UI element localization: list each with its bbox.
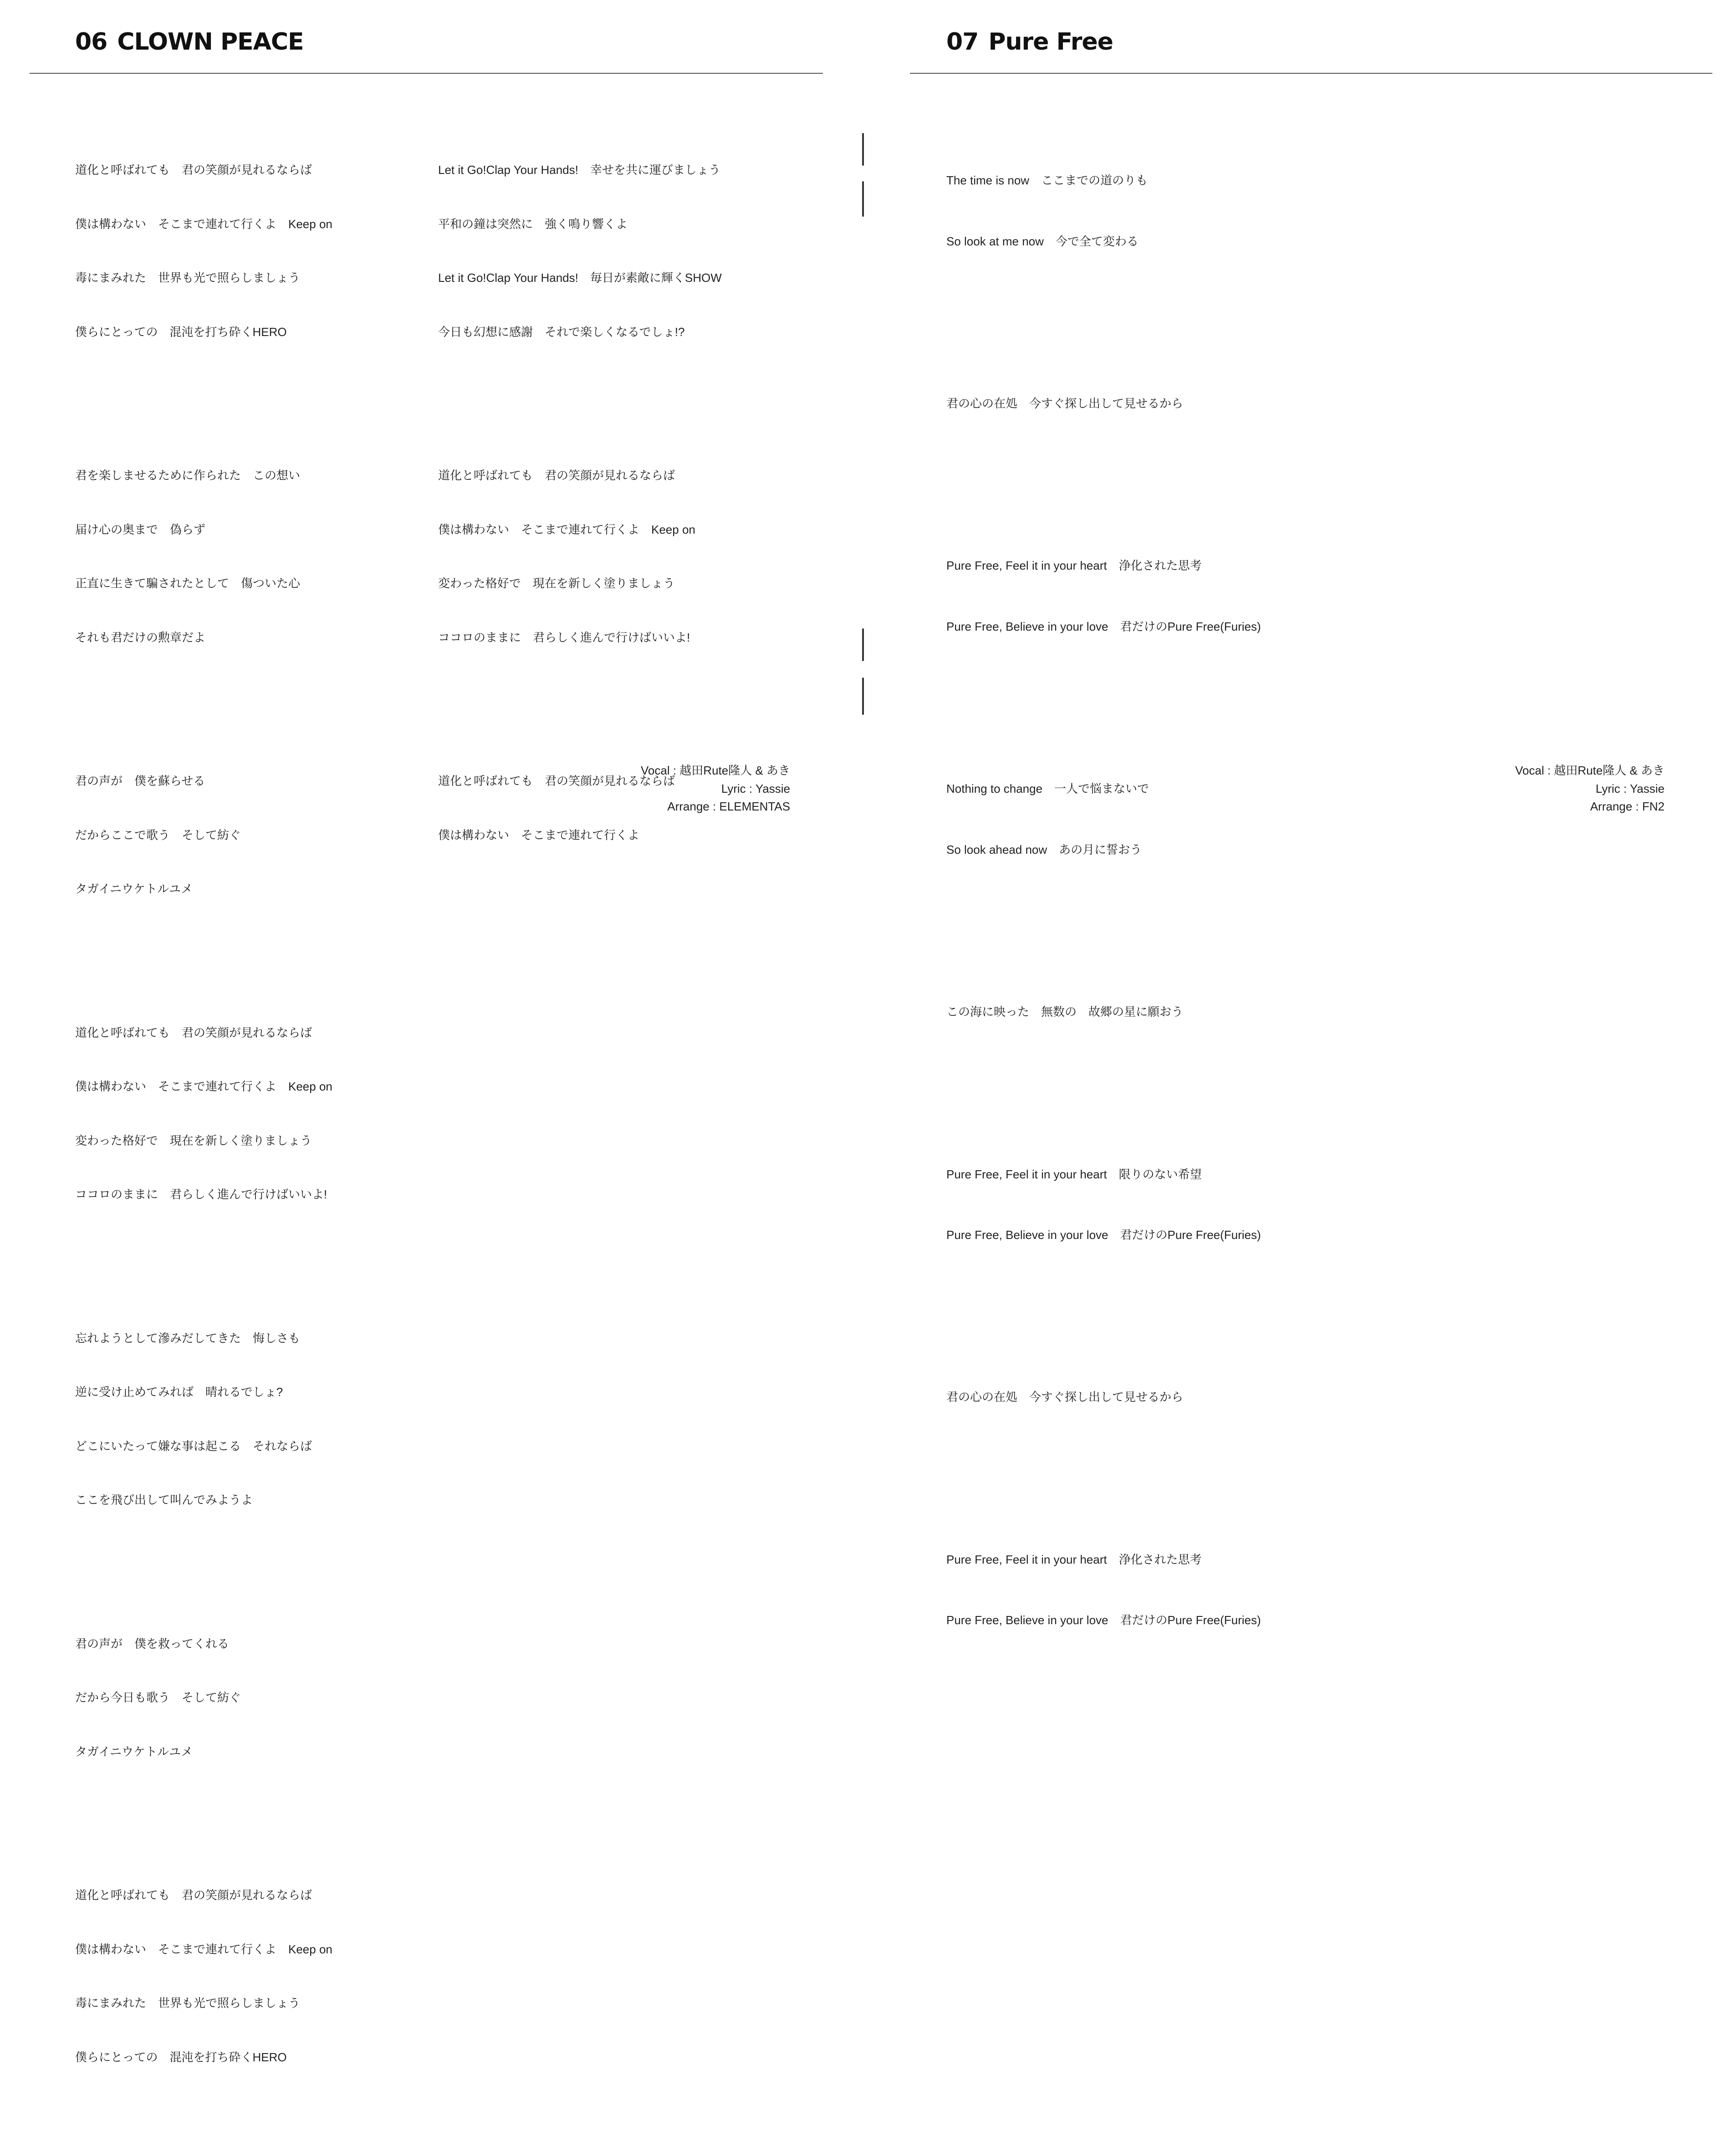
lyric-line: Pure Free, Feel it in your heart 浄化された思考 [946, 1552, 1202, 1566]
lyric-line: Pure Free, Believe in your love 君だけのPure Free(Furies) [946, 1228, 1261, 1242]
song-number: 06 [75, 28, 107, 56]
lyric-line: 僕らにとっての 混沌を打ち砕くHERO [75, 325, 287, 339]
lyric-line: それも君だけの勲章だよ [75, 630, 206, 644]
lyric-line: The time is now ここまでの道のりも [946, 173, 1148, 188]
lyrics-column-left [75, 89, 332, 2156]
lyric-line: 僕らにとっての 混沌を打ち砕くHERO [75, 2050, 287, 2064]
credits [1515, 762, 1665, 816]
lyric-line: 変わった格好で 現在を新しく塗りましょう [75, 1133, 312, 1147]
stanza [75, 125, 332, 377]
stanza [75, 988, 332, 1240]
song-title-06 [75, 28, 304, 56]
lyric-line: タガイニウケトルユメ [75, 1744, 193, 1758]
credit-arrange: Arrange : ELEMENTAS [667, 800, 790, 813]
lyric-line: Nothing to change 一人で悩まないで [946, 782, 1149, 796]
credit-lyric: Lyric : Yassie [1595, 781, 1665, 795]
credit-lyric: Lyric : Yassie [721, 781, 790, 795]
right-page [861, 0, 1721, 1627]
stanza [946, 1123, 1261, 1286]
left-page [0, 0, 861, 2064]
lyric-line: 毒にまみれた 世界も光で照らしましょう [75, 271, 301, 285]
lyric-line: 君の心の在処 今すぐ探し出して見せるから [946, 1390, 1184, 1404]
lyric-line: Let it Go!Clap Your Hands! 毎日が素敵に輝くSHOW [438, 271, 722, 285]
lyric-line: 僕は構わない そこまで連れて行くよ [438, 828, 640, 842]
song-title-text: CLOWN PEACE [117, 28, 304, 56]
lyric-line: 平和の鐘は突然に 強く鳴り響くよ [438, 217, 628, 231]
lyric-line: 道化と呼ばれても 君の笑顔が見れるならば [438, 774, 675, 788]
stanza [438, 431, 722, 683]
lyric-line: So look ahead now あの月に誓おう [946, 843, 1142, 857]
stanza [75, 736, 332, 934]
song-number: 07 [946, 28, 979, 56]
stanza [946, 738, 1261, 901]
lyric-line: 君を楽しませるために作られた この想い [75, 469, 301, 482]
stanza [946, 130, 1261, 292]
title-divider [910, 73, 1712, 74]
lyric-line: Pure Free, Believe in your love 君だけのPure Free(Furies) [946, 620, 1261, 634]
lyric-line: 変わった格好で 現在を新しく塗りましょう [438, 576, 675, 590]
credits [641, 762, 790, 816]
lyric-line: 僕は構わない そこまで連れて行くよ Keep on [438, 522, 695, 536]
lyric-line: ココロのままに 君らしく進んで行けばいいよ! [438, 630, 690, 644]
lyric-line: だからここで歌う そして紡ぐ [75, 828, 241, 842]
stanza [946, 353, 1261, 454]
lyric-line: 道化と呼ばれても 君の笑顔が見れるならば [75, 1025, 312, 1040]
credit-vocal: Vocal : 越田Rute隆人 & あき [1515, 764, 1665, 777]
lyric-line: Pure Free, Feel it in your heart 浄化された思考 [946, 559, 1202, 573]
stanza [75, 1294, 332, 1545]
lyric-line: この海に映った 無数の 故郷の星に願おう [946, 1005, 1184, 1019]
stanza [75, 431, 332, 683]
lyric-line: Pure Free, Believe in your love 君だけのPure Free(Furies) [946, 1613, 1261, 1627]
lyric-line: 今日も幻想に感謝 それで楽しくなるでしょ!? [438, 325, 685, 339]
lyric-line: 道化と呼ばれても 君の笑顔が見れるならば [75, 163, 312, 177]
lyric-line: だから今日も歌う そして紡ぐ [75, 1691, 241, 1704]
lyric-line: 僕は構わない そこまで連れて行くよ Keep on [75, 1080, 332, 1093]
lyric-line: 僕は構わない そこまで連れて行くよ Keep on [75, 217, 332, 231]
lyric-line: 僕は構わない そこまで連れて行くよ Keep on [75, 1942, 332, 1956]
lyric-line: 道化と呼ばれても 君の笑顔が見れるならば [75, 1888, 312, 1902]
lyric-line: 毒にまみれた 世界も光で照らしましょう [75, 1996, 301, 2010]
lyric-line: ここを飛び出して叫んでみようよ [75, 1493, 253, 1507]
stanza [946, 1509, 1261, 1671]
stanza [438, 125, 722, 377]
lyric-line: 道化と呼ばれても 君の笑顔が見れるならば [438, 469, 675, 482]
credit-arrange: Arrange : FN2 [1590, 800, 1665, 813]
stanza [75, 1599, 332, 1797]
lyric-line: So look at me now 今で全て変わる [946, 234, 1139, 249]
lyric-line: 届け心の奥まで 偽らず [75, 522, 206, 536]
lyric-line: 君の声が 僕を蘇らせる [75, 774, 205, 788]
song-title-text: Pure Free [988, 28, 1113, 56]
lyric-line: 正直に生きて騙されたとして 傷ついた心 [75, 576, 301, 590]
stanza [75, 1850, 332, 2102]
lyric-line: 君の声が 僕を救ってくれる [75, 1636, 230, 1651]
stanza [946, 1346, 1261, 1448]
lyric-line: ココロのままに 君らしく進んで行けばいいよ! [75, 1188, 327, 1201]
lyric-line: Pure Free, Feel it in your heart 限りのない希望 [946, 1167, 1202, 1181]
lyric-line: どこにいたって嫌な事は起こる それならば [75, 1439, 312, 1453]
lyric-line: 君の心の在処 今すぐ探し出して見せるから [946, 397, 1184, 411]
title-divider [30, 73, 823, 74]
stanza [946, 961, 1261, 1063]
lyric-line: Let it Go!Clap Your Hands! 幸せを共に運びましょう [438, 163, 720, 177]
lyric-line: 逆に受け止めてみれば 晴れるでしょ? [75, 1385, 283, 1399]
song-title-07 [946, 28, 1113, 56]
credit-vocal: Vocal : 越田Rute隆人 & あき [641, 764, 790, 777]
stanza [946, 515, 1261, 678]
lyric-line: 忘れようとして滲みだしてきた 悔しさも [75, 1331, 301, 1345]
lyrics-column [946, 89, 1261, 1732]
lyric-line: タガイニウケトルユメ [75, 882, 193, 896]
